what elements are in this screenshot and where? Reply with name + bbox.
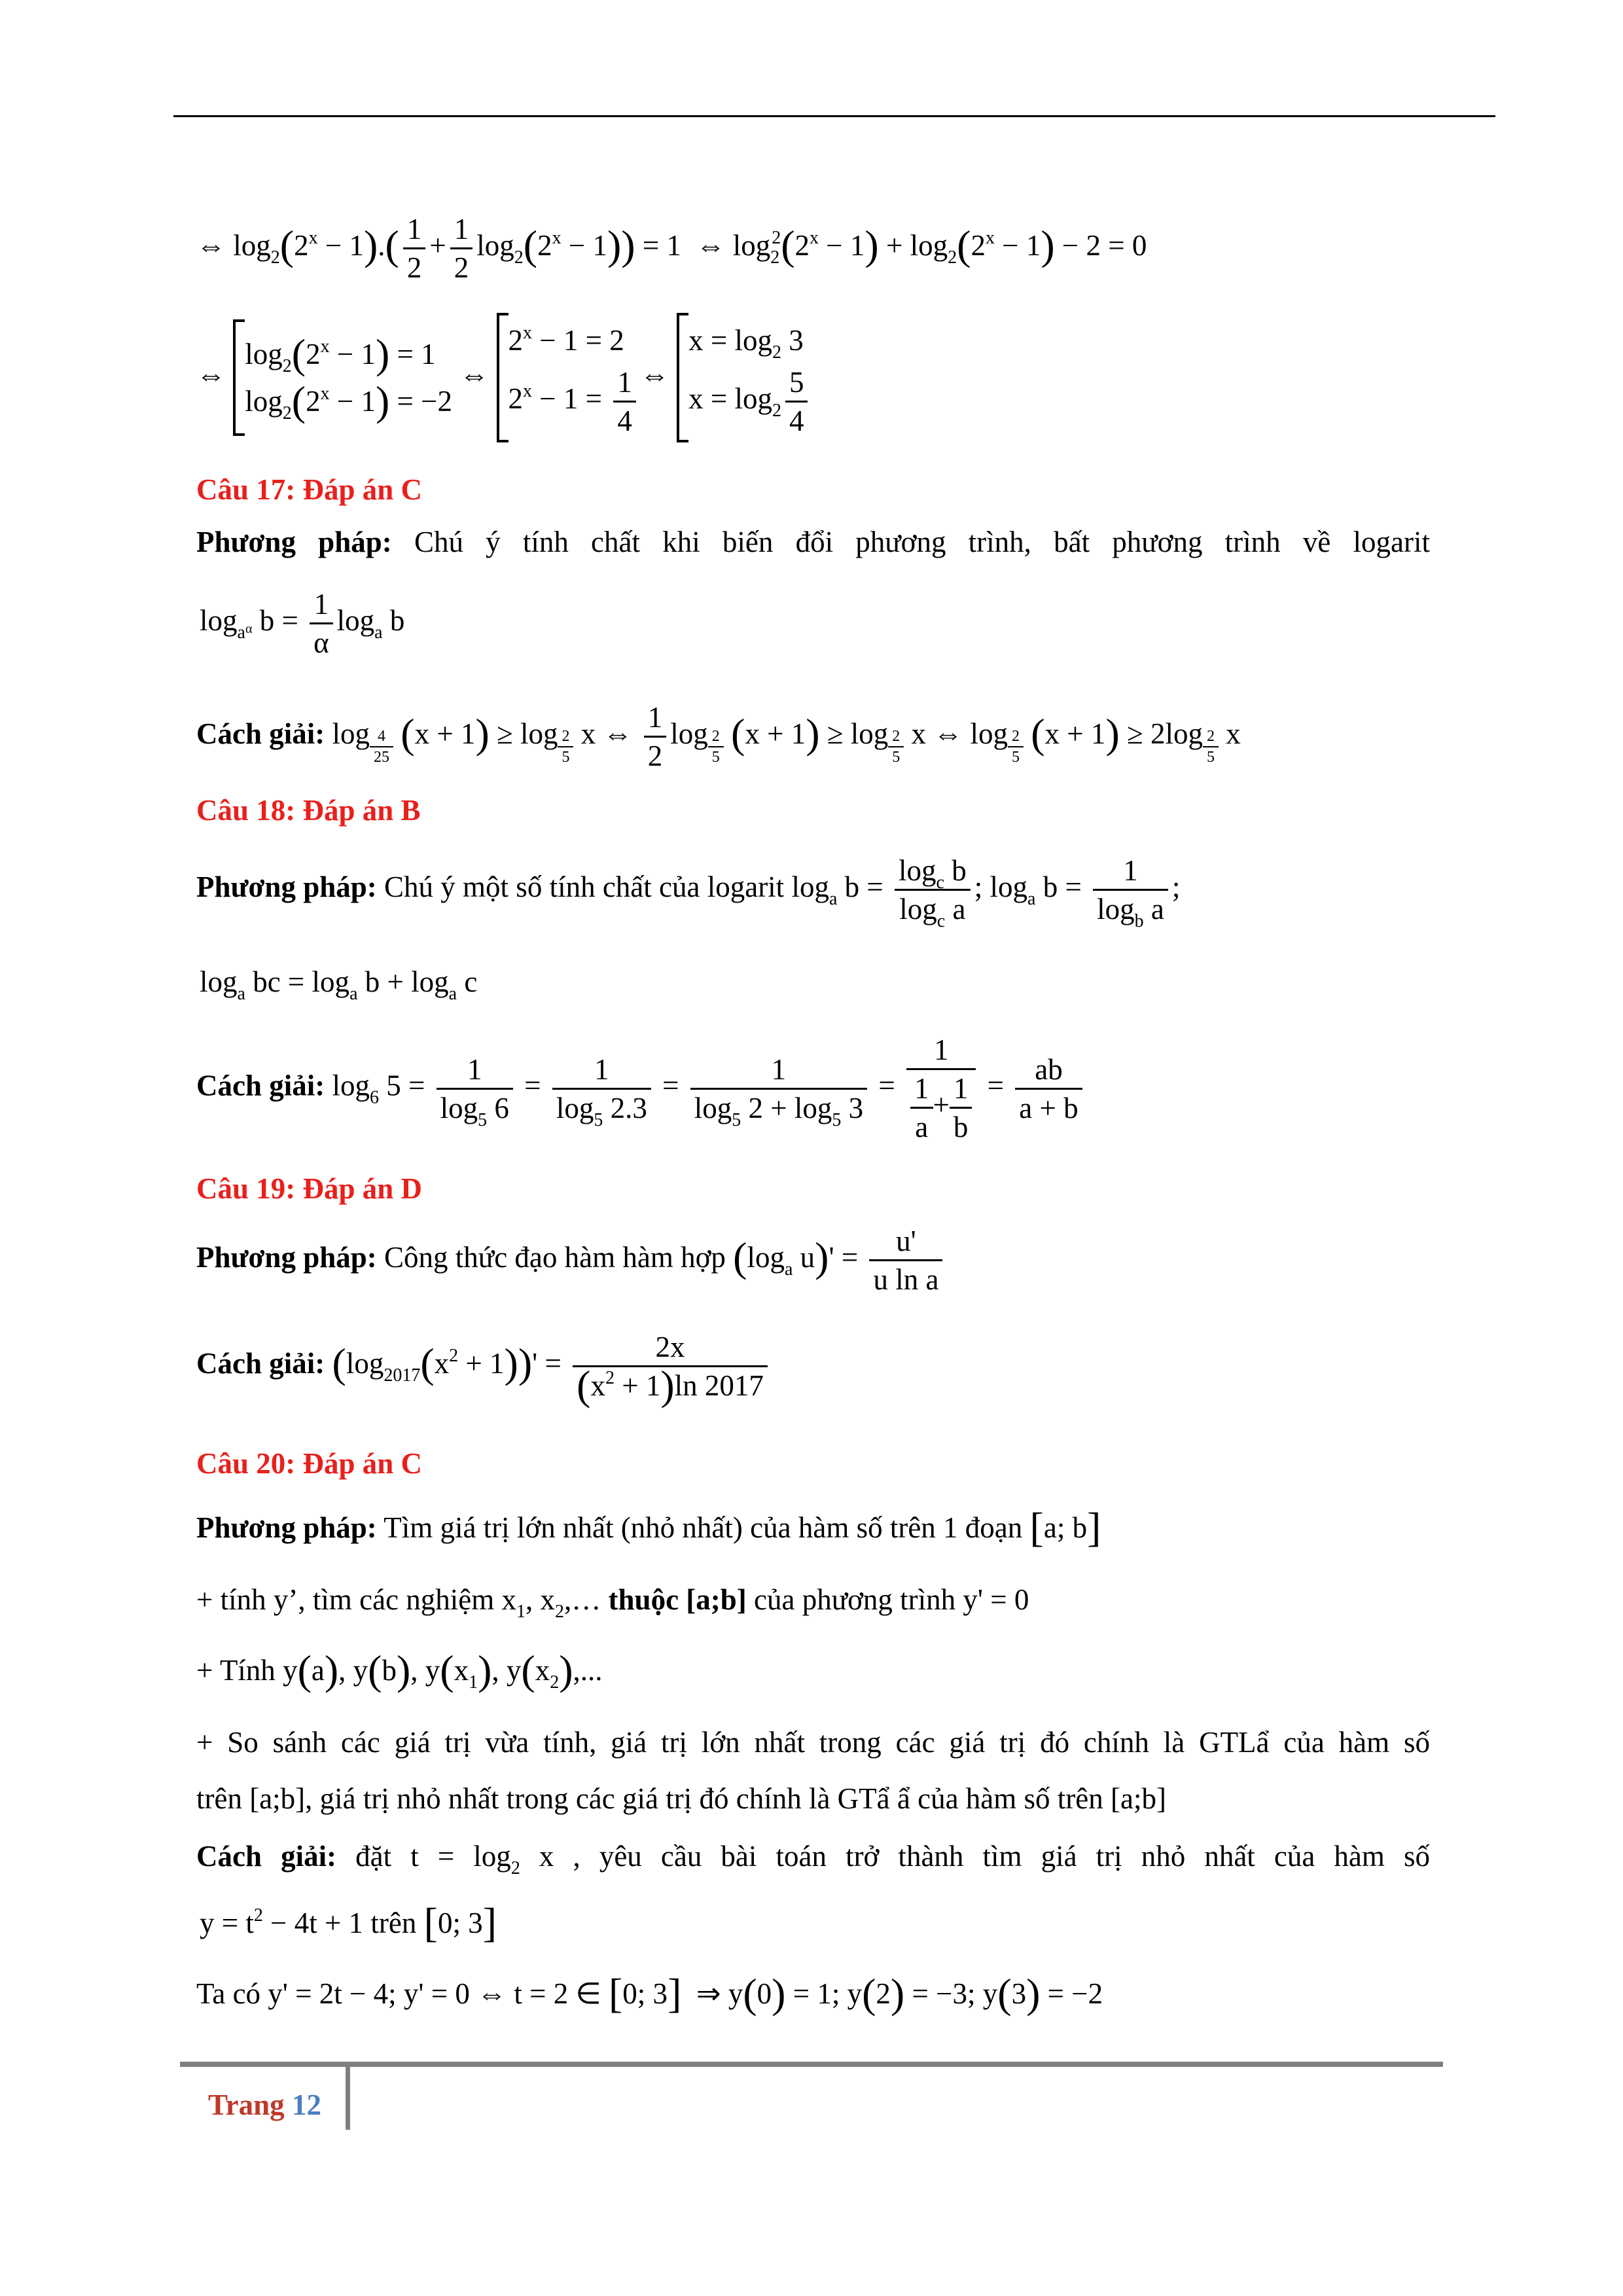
question-17-title: Câu 17: Đáp án C bbox=[196, 473, 423, 506]
question-20-function: $y = t^2 - 4t + 1$ trên [0; 3] bbox=[200, 1899, 497, 1946]
question-19-title: Câu 19: Đáp án D bbox=[196, 1172, 423, 1205]
question-18-formula: $\log_a$ bc = $\log_a b + \log_a c$ bbox=[200, 965, 478, 1004]
question-20-solution: Cách giải: đặt $t = \log_2 x$ , yêu cầu bài toán trở thành tìm giá trị nhỏ nhất của hàm số bbox=[196, 1840, 1431, 1878]
question-20-title: Câu 20: Đáp án C bbox=[196, 1447, 423, 1480]
footer-rule bbox=[180, 2062, 1443, 2067]
footer-divider bbox=[346, 2067, 350, 2130]
page-number: Trang 12 bbox=[208, 2089, 321, 2121]
question-17-method: Phương pháp: Chú ý tính chất khi biến đổi phương trình, bất phương trình về logarit bbox=[196, 526, 1431, 558]
question-17-formula: $\log_{a^\alpha} b$ = $\frac{1}{\alpha}$ $\log_a b$ bbox=[200, 586, 404, 661]
header-rule bbox=[173, 115, 1495, 117]
question-19-solution: Cách giải: $(\log_{2017}(x^2 + 1))'$ = $\frac{2x}{(x^2 + 1)\ln 2017}$ bbox=[196, 1329, 772, 1404]
question-20-computation: Ta có y' = 2t − 4; y' = 0 ⇔ t = 2 ∈ [0; 3] ⇒ y(0) = 1; y(2) = −3; y(3) = −2 bbox=[196, 1970, 1103, 2017]
question-19-method: Phương pháp: Công thức đạo hàm hàm hợp ($\log_a$ u)' = $\frac{u'}{\text{u ln a}}$ bbox=[196, 1223, 946, 1298]
question-17-solution: Cách giải: log $_{\frac{4}{25}}$ (x + 1) ≥ log $_{\frac{2}{5}}$ x ⇔ $\frac{1}{2}$ log $_{\frac{2}{5}}$ (x + 1) ≥ log $_{\frac{2}{5}}$ x ⇔ log $_{\frac{2}{5}}$ (x + 1) ≥ 2log $_{\frac{2}{5}}$ x bbox=[196, 699, 1241, 774]
equation-system-line: ⇔ $\log_2(2^x - 1) = 1$ $\log_2(2^x - 1) = -2$ ⇔ $2^x - 1 = 2$ $2^x - 1$ = $\frac{1}{4}$ ⇔ $x = \log_2 3$ $x = \log_2$ $\frac{5}{4}$ bbox=[196, 313, 812, 442]
question-20-step-3-line-1: + So sánh các giá trị vừa tính, giá trị lớn nhất trong các giá trị đó chính là GTLẩ của hàm số bbox=[196, 1726, 1430, 1759]
question-20-step-2: + Tính y(a), y(b), $y(x_1)$, $y(x_2)$,... bbox=[196, 1647, 603, 1693]
question-18-title: Câu 18: Đáp án B bbox=[196, 794, 421, 827]
question-20-step-1: + tính y’, tìm các nghiệm $x_1$, $x_2,\dots$ thuộc [a;b] của phương trình y' = 0 bbox=[196, 1583, 1029, 1622]
equation-line-1: ⇔ $\log_2(2^x - 1)$.( $\frac{1}{2}$ + $\frac{1}{2}$ $\log_2(2^x - 1)) = 1$ ⇔ $\log_2^2(2^x - 1) + \log_2(2^x - 1) - 2 = 0$ bbox=[196, 211, 1147, 286]
question-18-method: Phương pháp: Chú ý một số tính chất của logarit $\log_a b$ = $\frac{\log_c b}{\log_c a}$ ; $\log_a b$ = $\frac{1}{\log_b a}$ ; bbox=[196, 852, 1180, 927]
question-18-solution: Cách giải: $\log_6 5$ = $\frac{1}{\log_5 6}$ = $\frac{1}{\log_5 2.3}$ = $\frac{1}{\log_5 2 + \log_5 3}$ = 1 $\frac{1}{a}$ + $\frac{1}{b}$ = $\frac{ab}{a + b}$ bbox=[196, 1031, 1086, 1145]
question-20-method: Phương pháp: Tìm giá trị lớn nhất (nhỏ nhất) của hàm số trên 1 đoạn [a; b] bbox=[196, 1504, 1101, 1551]
question-20-step-3-line-2: trên [a;b], giá trị nhỏ nhất trong các giá trị đó chính là GTẩ ẩ của hàm số trên [a;b] bbox=[196, 1782, 1166, 1815]
